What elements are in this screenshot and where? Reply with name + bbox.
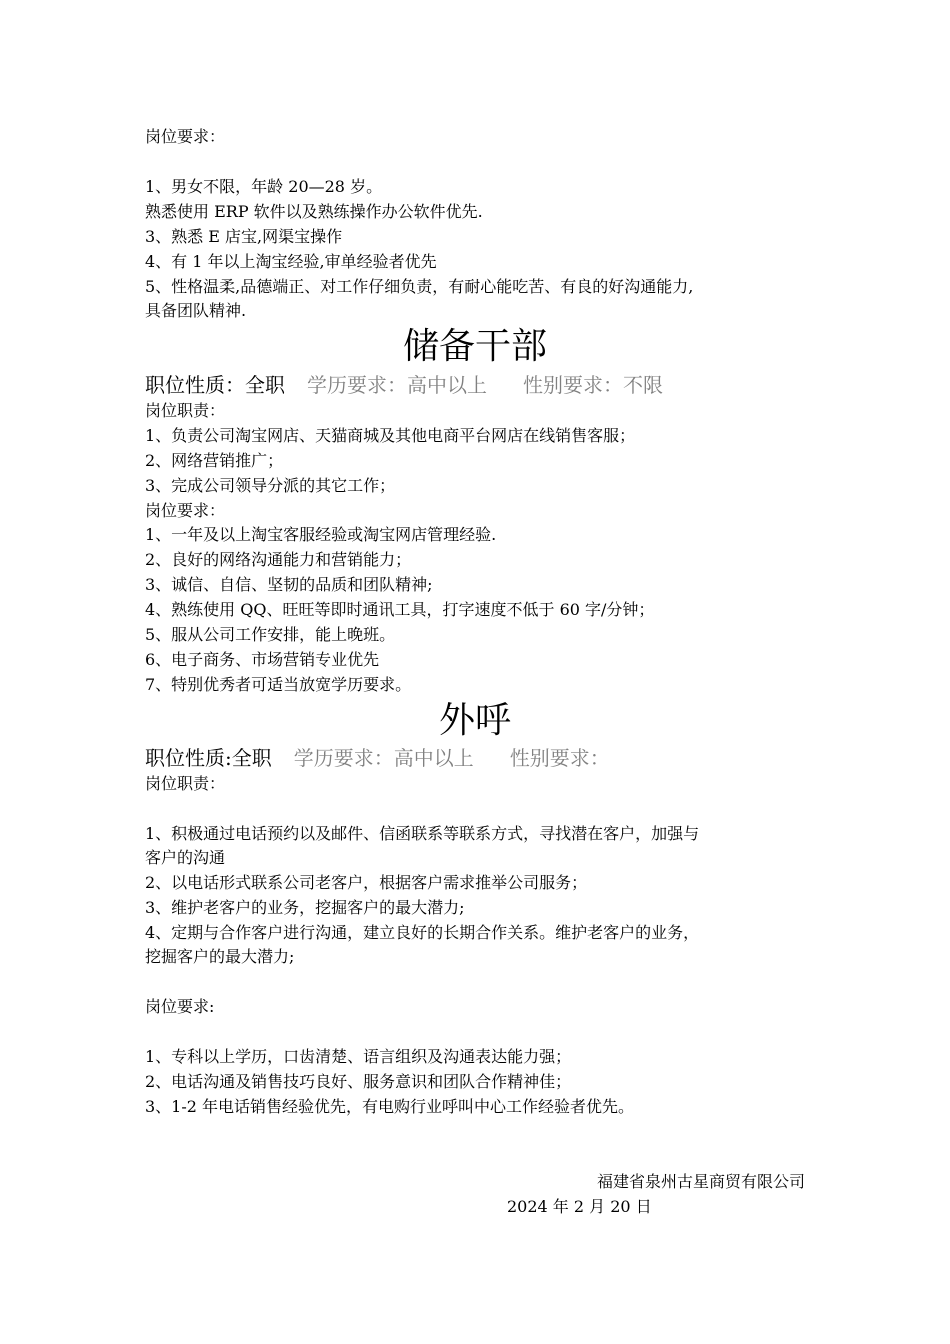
requirement-item: 2、电话沟通及销售技巧良好、服务意识和团队合作精神佳； [145,1072,572,1091]
gender-requirement: 性别要求： [509,746,610,770]
duty-item: 3、维护老客户的业务，挖掘客户的最大潜力; [145,898,465,917]
requirement-item: 2、良好的网络沟通能力和营销能力； [145,550,412,569]
requirement-item: 3、诚信、自信、坚韧的品质和团队精神; [145,575,433,594]
requirement-item: 6、电子商务、市场营销专业优先 [145,650,380,669]
job-meta [145,372,663,398]
job-title-reserve-cadre: 储备干部 [402,326,547,367]
requirement-item: 1、专科以上学历，口齿清楚、语言组织及沟通表达能力强； [145,1047,572,1066]
company-name: 福建省泉州古星商贸有限公司 [596,1172,805,1191]
duties-title: 岗位职责： [145,774,226,793]
requirement-item: 1、一年及以上淘宝客服经验或淘宝网店管理经验. [145,525,497,544]
requirements-title: 岗位要求： [145,501,226,520]
requirement-item: 具备团队精神. [145,301,247,320]
requirement-item: 7、特别优秀者可适当放宽学历要求。 [145,675,412,694]
duty-item: 客户的沟通 [145,848,226,867]
job-nature: 职位性质:全职 [145,746,272,770]
requirement-item: 4、有 1 年以上淘宝经验,审单经验者优先 [145,252,437,271]
duty-item: 2、网络营销推广； [145,451,284,470]
requirements-title: 岗位要求： [145,127,226,146]
job-meta [145,745,610,771]
education-requirement: 学历要求：高中以上 [293,746,474,770]
education-requirement: 学历要求：高中以上 [307,373,487,397]
duty-item: 4、定期与合作客户进行沟通，建立良好的长期合作关系。维护老客户的业务， [145,923,700,942]
job-nature: 职位性质：全职 [145,373,285,397]
requirement-item: 3、1-2 年电话销售经验优先，有电购行业呼叫中心工作经验者优先。 [145,1097,635,1116]
duty-item: 2、以电话形式联系公司老客户，根据客户需求推举公司服务； [145,873,588,892]
requirement-item: 1、男女不限，年龄 20—28 岁。 [145,177,383,196]
requirement-item: 5、性格温柔,品德端正、对工作仔细负责，有耐心能吃苦、有良的好沟通能力, [145,277,694,296]
duty-item: 挖掘客户的最大潜力; [145,947,295,966]
requirement-item: 5、服从公司工作安排，能上晚班。 [145,625,396,644]
duty-item: 3、完成公司领导分派的其它工作； [145,476,396,495]
requirement-item: 4、熟练使用 QQ、旺旺等即时通讯工具，打字速度不低于 60 字/分钟； [145,600,655,619]
duties-title: 岗位职责： [145,401,226,420]
requirement-item: 3、熟悉 E 店宝,网渠宝操作 [145,227,343,246]
requirement-item: 熟悉使用 ERP 软件以及熟练操作办公软件优先. [145,202,483,221]
issue-date: 2024 年 2 月 20 日 [507,1197,652,1216]
duty-item: 1、积极通过电话预约以及邮件、信函联系等联系方式，寻找潜在客户，加强与 [145,824,700,843]
requirements-title: 岗位要求: [145,997,215,1016]
duty-item: 1、负责公司淘宝网店、天猫商城及其他电商平台网店在线销售客服； [145,426,636,445]
gender-requirement: 性别要求：不限 [523,373,663,397]
job-title-outbound-call: 外呼 [438,700,511,741]
